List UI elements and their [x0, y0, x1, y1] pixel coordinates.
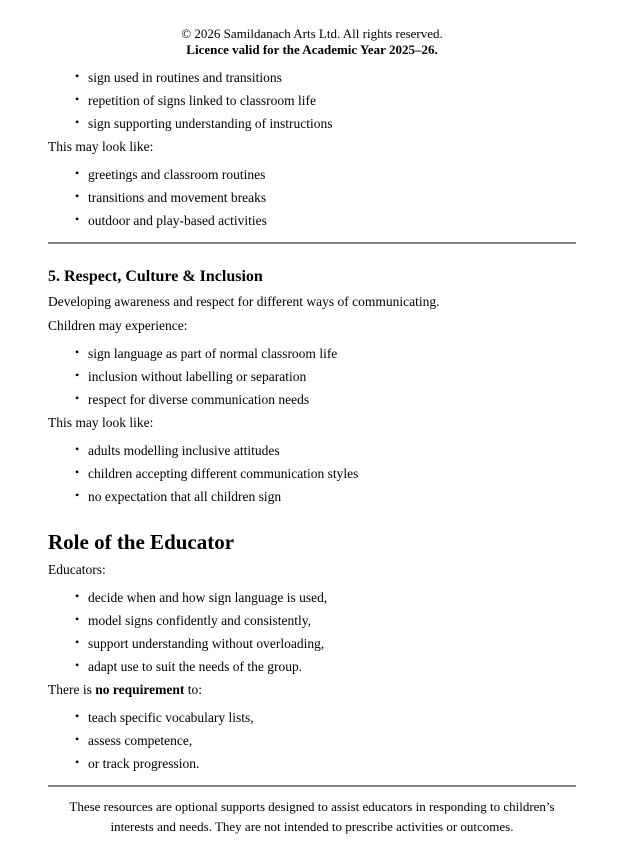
- educators-label: Educators:: [48, 562, 106, 577]
- list-item: • sign used in routines and transitions: [88, 70, 576, 85]
- routines-look-like-list: [48, 167, 576, 228]
- section-divider: [48, 242, 576, 244]
- look-like-label: This may look like:: [48, 139, 154, 154]
- list-item: • support understanding without overloading,: [88, 636, 576, 651]
- list-item: • repetition of signs linked to classroom life: [88, 93, 576, 108]
- list-item: • or track progression.: [88, 756, 576, 771]
- respect-experience-list: [48, 346, 576, 407]
- requirement-label: [48, 682, 576, 698]
- list-item: • children accepting different communication styles: [88, 466, 576, 481]
- list-item: • inclusion without labelling or separation: [88, 369, 576, 384]
- list-item: • adapt use to suit the needs of the group.: [88, 659, 576, 674]
- list-item: • respect for diverse communication needs: [88, 392, 576, 407]
- requirement-suffix: to:: [184, 682, 202, 697]
- list-item: • sign supporting understanding of instructions: [88, 116, 576, 131]
- licence-line: Licence valid for the Academic Year 2025–26.: [186, 42, 438, 57]
- copyright-line: © 2026 Samildanach Arts Ltd. All rights reserved.: [181, 26, 443, 41]
- requirement-list: [48, 710, 576, 771]
- experience-label: Children may experience:: [48, 318, 188, 333]
- list-item: • assess competence,: [88, 733, 576, 748]
- requirement-bold-text: no requirement: [95, 682, 185, 697]
- respect-look-like-list: [48, 443, 576, 504]
- list-item: • no expectation that all children sign: [88, 489, 576, 504]
- licence-header: [48, 26, 576, 58]
- list-item: • outdoor and play-based activities: [88, 213, 576, 228]
- list-item: • sign language as part of normal classroom life: [88, 346, 576, 361]
- list-item: • teach specific vocabulary lists,: [88, 710, 576, 725]
- routines-experience-list: [48, 70, 576, 131]
- look-like-label: This may look like:: [48, 415, 154, 430]
- requirement-prefix: There is: [48, 682, 96, 697]
- list-item: • decide when and how sign language is used,: [88, 590, 576, 605]
- footer-divider: [48, 785, 576, 787]
- list-item: • model signs confidently and consistently,: [88, 613, 576, 628]
- section-intro: Developing awareness and respect for different ways of communicating.: [48, 294, 440, 309]
- list-item: • adults modelling inclusive attitudes: [88, 443, 576, 458]
- list-item: • greetings and classroom routines: [88, 167, 576, 182]
- educators-list: [48, 590, 576, 674]
- list-item: • transitions and movement breaks: [88, 190, 576, 205]
- footer-note: These resources are optional supports designed to assist educators in responding to children’s interests and needs. They are not intended to prescribe activities or outcomes.: [69, 799, 555, 834]
- section-title: 5. Respect, Culture & Inclusion: [48, 268, 263, 285]
- page-title: Role of the Educator: [48, 530, 235, 554]
